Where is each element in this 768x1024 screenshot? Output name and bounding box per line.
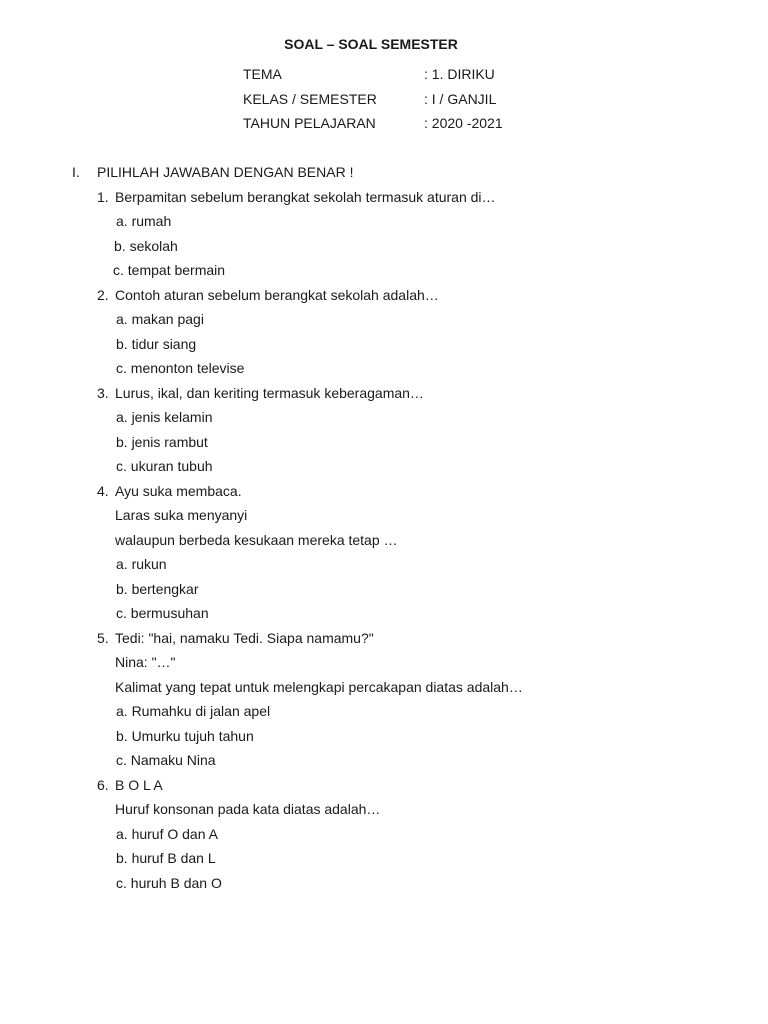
answer-option: a. makan pagi — [116, 311, 204, 327]
answer-option: c. tempat bermain — [113, 262, 226, 278]
info-row-kelas — [243, 87, 503, 112]
question-5 — [97, 626, 523, 651]
question-4 — [97, 479, 523, 504]
question-text: Berpamitan sebelum berangkat sekolah termasuk aturan di… — [115, 188, 496, 205]
info-row-tahun — [243, 111, 503, 136]
info-row-tema — [243, 62, 503, 87]
info-value: : 1. DIRIKU — [424, 66, 495, 82]
question-3 — [97, 381, 523, 406]
section-number: I. — [72, 164, 80, 180]
answer-option: a. jenis kelamin — [116, 409, 213, 425]
answer-option: b. jenis rambut — [116, 433, 208, 450]
answer-option: c. Namaku Nina — [116, 752, 216, 768]
question-text: Nina: "…" — [115, 654, 176, 670]
question-1 — [97, 185, 523, 210]
page-title: SOAL – SOAL SEMESTER — [284, 36, 458, 52]
question-6 — [97, 773, 523, 798]
answer-option: b. tidur siang — [116, 335, 197, 352]
question-2 — [97, 283, 523, 308]
section-instruction: PILIHLAH JAWABAN DENGAN BENAR ! — [97, 164, 354, 180]
question-text: B O L A — [115, 776, 163, 793]
answer-option: c. huruh B dan O — [116, 874, 222, 891]
info-label: TEMA — [243, 66, 282, 82]
question-list — [97, 185, 523, 896]
answer-option: c. menonton televise — [116, 360, 245, 376]
info-label: TAHUN PELAJARAN — [243, 115, 376, 131]
question-number: 6. — [97, 776, 109, 793]
info-label: KELAS / SEMESTER — [243, 90, 377, 107]
answer-option: b. huruf B dan L — [116, 850, 216, 866]
answer-option: a. Rumahku di jalan apel — [116, 703, 271, 719]
answer-option: b. bertengkar — [116, 580, 199, 597]
question-number: 5. — [97, 629, 109, 646]
exam-info — [243, 62, 503, 136]
question-text: Lurus, ikal, dan keriting termasuk keberagaman… — [115, 384, 424, 401]
answer-option: a. rumah — [116, 213, 172, 229]
answer-option: c. bermusuhan — [116, 605, 209, 621]
answer-option: a. rukun — [116, 556, 167, 572]
question-number: 1. — [97, 188, 109, 205]
section-heading — [72, 160, 353, 185]
answer-option: c. ukuran tubuh — [116, 458, 213, 474]
question-text: Laras suka menyanyi — [115, 507, 248, 523]
question-number: 4. — [97, 482, 109, 499]
question-number: 2. — [97, 286, 109, 303]
question-text: Kalimat yang tepat untuk melengkapi percakapan diatas adalah… — [115, 678, 523, 695]
answer-option: b. Umurku tujuh tahun — [116, 727, 254, 744]
answer-option: b. sekolah — [114, 237, 178, 254]
question-text: Tedi: "hai, namaku Tedi. Siapa namamu?" — [115, 629, 374, 646]
question-number: 3. — [97, 384, 109, 401]
question-text: Huruf konsonan pada kata diatas adalah… — [115, 801, 381, 817]
info-value: : I / GANJIL — [424, 90, 497, 107]
question-text: Contoh aturan sebelum berangkat sekolah adalah… — [115, 286, 439, 303]
question-text: Ayu suka membaca. — [115, 482, 242, 499]
answer-option: a. huruf O dan A — [116, 825, 218, 842]
question-text: walaupun berbeda kesukaan mereka tetap … — [115, 531, 398, 548]
info-value: : 2020 -2021 — [424, 115, 503, 131]
